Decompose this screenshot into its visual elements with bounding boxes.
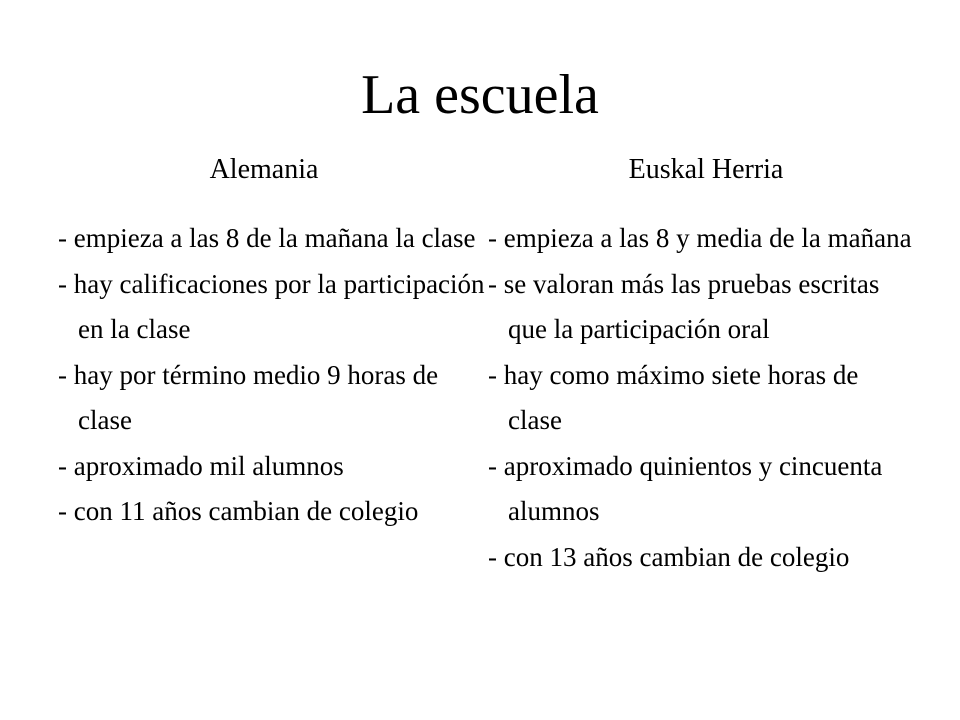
list-item: - con 13 años cambian de colegio: [488, 541, 850, 572]
column-alemania: [58, 150, 488, 535]
list-item: - aproximado mil alumnos: [58, 450, 344, 481]
bullet-list-euskal-herria: [488, 216, 918, 580]
list-item: - se valoran más las pruebas escritas que la participación oral: [488, 268, 880, 344]
bullet-list-alemania: [58, 216, 488, 535]
column-euskal-herria: [488, 150, 918, 580]
column-heading-alemania: Alemania: [209, 154, 319, 185]
list-item: - empieza a las 8 y media de la mañana: [488, 223, 912, 253]
list-item: - con 11 años cambian de colegio: [58, 496, 419, 526]
column-heading-euskal-herria: Euskal Herria: [628, 154, 784, 185]
slide-title: La escuela: [361, 64, 599, 126]
list-item: - aproximado quinientos y cincuenta alumnos: [488, 450, 883, 526]
list-item: - hay como máximo siete horas de clase: [488, 359, 859, 435]
list-item: - hay calificaciones por la participación en la clase: [58, 268, 485, 344]
list-item: - hay por término medio 9 horas de clase: [58, 359, 439, 435]
list-item: - empieza a las 8 de la mañana la clase: [58, 223, 476, 253]
